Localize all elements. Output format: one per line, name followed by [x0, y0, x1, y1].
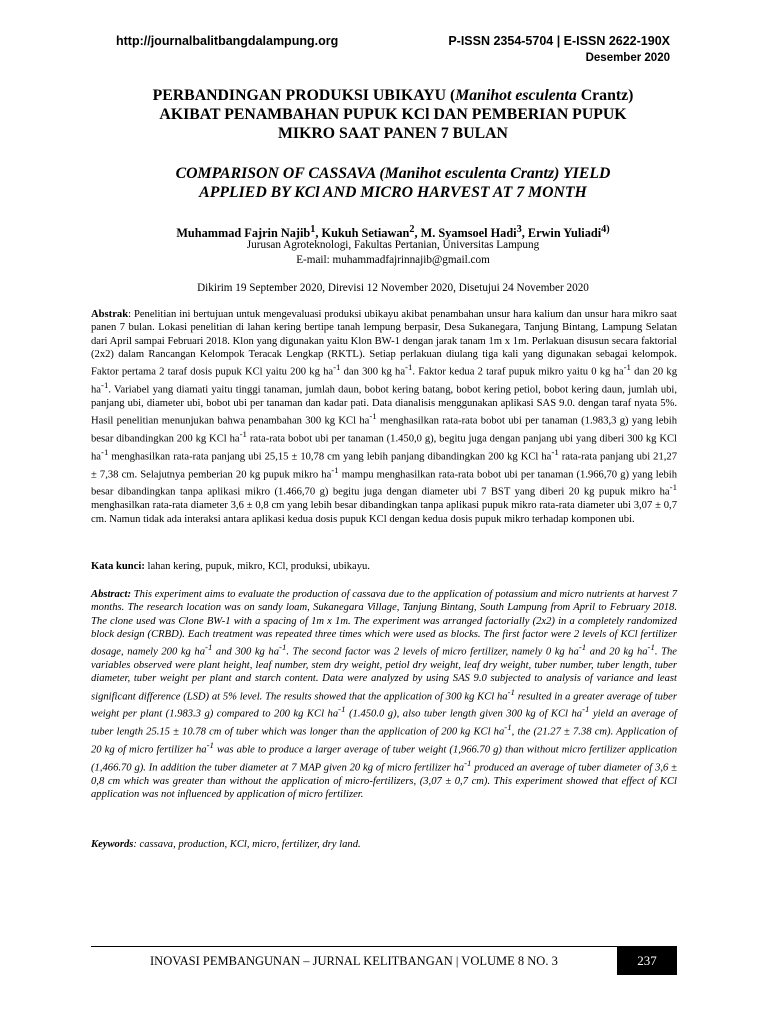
author-list: Muhammad Fajrin Najib$^1$, Kukuh Setiawan$^2$, M. Syamsoel Hadi$^3$, Erwin Yuliadi$^{4)}$ — [176, 224, 610, 241]
abstract-label: Abstract: — [91, 589, 132, 600]
footer-divider — [91, 946, 677, 947]
issue-date: Desember 2020 — [585, 52, 670, 64]
page-number: 237 — [617, 947, 677, 975]
issn-label: P-ISSN 2354-5704 | E-ISSN 2622-190X — [448, 34, 670, 48]
keywords-label: Keywords — [91, 839, 134, 850]
submission-dates: Dikirim 19 September 2020, Direvisi 12 November 2020, Disetujui 24 November 2020 — [197, 282, 589, 294]
affiliation — [80, 238, 706, 267]
title-en-line1: COMPARISON OF CASSAVA (Manihot esculenta Crantz) YIELD — [175, 165, 611, 182]
title-indonesian — [100, 86, 686, 143]
title-id-line2: AKIBAT PENAMBAHAN PUPUK KCl DAN PEMBERIAN PUPUK — [159, 106, 627, 123]
title-english — [100, 164, 686, 202]
kata-kunci: Kata kunci: lahan kering, pupuk, mikro, KCl, produksi, ubikayu. — [91, 561, 370, 572]
title-id-line1: PERBANDINGAN PRODUKSI UBIKAYU (Manihot esculenta Crantz) — [152, 87, 634, 104]
title-id-line3: MIKRO SAAT PANEN 7 BULAN — [278, 125, 508, 142]
abstrak-label: Abstrak — [91, 309, 129, 320]
footer-journal-name: INOVASI PEMBANGUNAN – JURNAL KELITBANGAN | VOLUME 8 NO. 3 — [150, 954, 558, 968]
keywords-english: Keywords: cassava, production, KCl, micro, fertilizer, dry land. — [91, 839, 361, 850]
title-en-line2: APPLIED BY KCl AND MICRO HARVEST AT 7 MONTH — [199, 184, 587, 201]
abstrak-indonesian: Abstrak: Penelitian ini bertujuan untuk mengevaluasi produksi ubikayu akibat penambahan unsur hara kalium dan unsur hara mikro saat panen 7 bulan. Lokasi penelitian di lahan kering bertipe tanah lempung berpasir, Desa Sukanegara, Tanjung Bintang, Lampung Selatan dari April sampai Februari 2018. Klon yang digunakan yaitu Klon BW-1 dengan jarak tanam 1m x 1m. Perlakuan disusun secara faktorial (2x2) dalam Rancangan Kelompok Teracak Lengkap (RKTL). Setiap perlakuan diulang tiga kali yang digunakan sebagai kelompok. Faktor pertama 2 taraf dosis pupuk KCl yaitu 200 kg $ha^{-1}$ dan 300 kg $ha^{-1}$. Faktor kedua 2 taraf pupuk mikro yaitu 0 kg $ha^{-1}$ dan 20 kg $ha^{-1}$. Variabel yang diamati yaitu tinggi tanaman, jumlah daun, bobot kering batang, bobot kering petiol, bobot kering daun, jumlah ubi, panjang ubi, diameter ubi, bobot ubi per tanaman dan kadar pati. Data dianalisis menggunakan aplikasi SAS 9.0. dengan taraf nyata 5%. Hasil penelitian menunjukan bahwa penambahan 300 kg KCl $ha^{-1}$ menghasilkan rata-rata bobot ubi per tanaman (1.983,3 g) yang lebih besar dibandingkan 200 kg KCl $ha^{-1}$ rata-rata bobot ubi per tanaman (1.450,0 g), begitu juga dengan panjang ubi yang diberi 300 kg KCl $ha^{-1}$ menghasilkan rata-rata panjang ubi 25,15 ± 10,78 cm yang lebih panjang dibandingkan 200 kg KCl $ha^{-1}$ rata-rata panjang ubi 21,27 ± 7,38 cm. Selajutnya pemberian 20 kg pupuk mikro $ha^{-1}$ mampu menghasilkan rata-rata bobot ubi per tanaman (1.966,70 g) yang lebih besar dibandingkan tanpa aplikasi mikro (1.466,70 g) begitu juga dengan diameter ubi 7 BST yang diberi 20 kg pupuk mikro $ha^{-1}$ menghasilkan rata-rata diameter 3,6 ± 0,8 cm yang lebih besar dibandingkan tanpa aplikasi pupuk mikro rata-rata diameter ubi 3,07 ± 0,7 cm. Namun tidak ada interaksi antara aplikasi kedua dosis pupuk KCl dengan kedua dosis pupuk mikro terhadap komponen ubi. — [91, 309, 678, 525]
abstract-english: Abstract: This experiment aims to evaluate the production of cassava due to the application of potassium and micro nutrients at harvest 7 months. The research location was on sandy loam, Sukanegara Village, Tanjung Bintang, South Lampung from April to February 2018. The clone used was Clone BW-1 with a spacing of 1m x 1m. The experiment was arranged factorially (2x2) in a completely randomized block design (CRBD). Each treatment was repeated three times which were used as blocks. The first factor were 2 levels of KCl fertilizer dosage, namely 200 kg $ha^{-1}$ and 300 kg $ha^{-1}$. The second factor was 2 levels of micro fertilizer, namely 0 kg $ha^{-1}$ and 20 kg $ha^{-1}$. The variables observed were plant height, leaf number, stem dry weight, petiol dry weight, leaf dry weight, tuber number, tuber length, tuber diameter, tuber weight per plant and starch content. Data were analyzed by using SAS 9.0 subjected to analysis of variance and least significant difference (LSD) at 5% level. The results showed that the application of 300 kg KCl $ha^{-1}$ resulted in a greater average of tuber weight per plant (1.983.3 g) compared to 200 kg KCl $ha^{-1}$ (1.450.0 g), also tuber length given 300 kg of KCl $ha^{-1}$ yield an average of tuber length 25.15 ± 10.78 cm of tuber which was longer than the application of 200 kg KCl $ha^{-1}$, the (21.27 ± 7.38 cm). Application of 20 kg of micro fertilizer $ha^{-1}$ was able to produce a larger average of tuber weight (1,966.70 g) than without micro fertilizer application (1,466.70 g). In addition the tuber diameter at 7 MAP given 20 kg of micro fertilizer $ha^{-1}$ produced an average of tuber diameter of 3,6 ± 0,8 cm which was greater than without the application of micro-fertilizers, (3,07 ± 0,7 cm). This experiment showed that effect of KCl application was not influenced by application of micro fertilizer. — [91, 589, 678, 801]
journal-url[interactable]: http://journalbalitbangdalampung.org — [116, 34, 339, 48]
affiliation-dept: Jurusan Agroteknologi, Fakultas Pertanian, Universitas Lampung — [246, 239, 540, 251]
kata-kunci-label: Kata kunci: — [91, 561, 145, 572]
author-email[interactable]: E-mail: muhammadfajrinnajib@gmail.com — [296, 253, 490, 266]
